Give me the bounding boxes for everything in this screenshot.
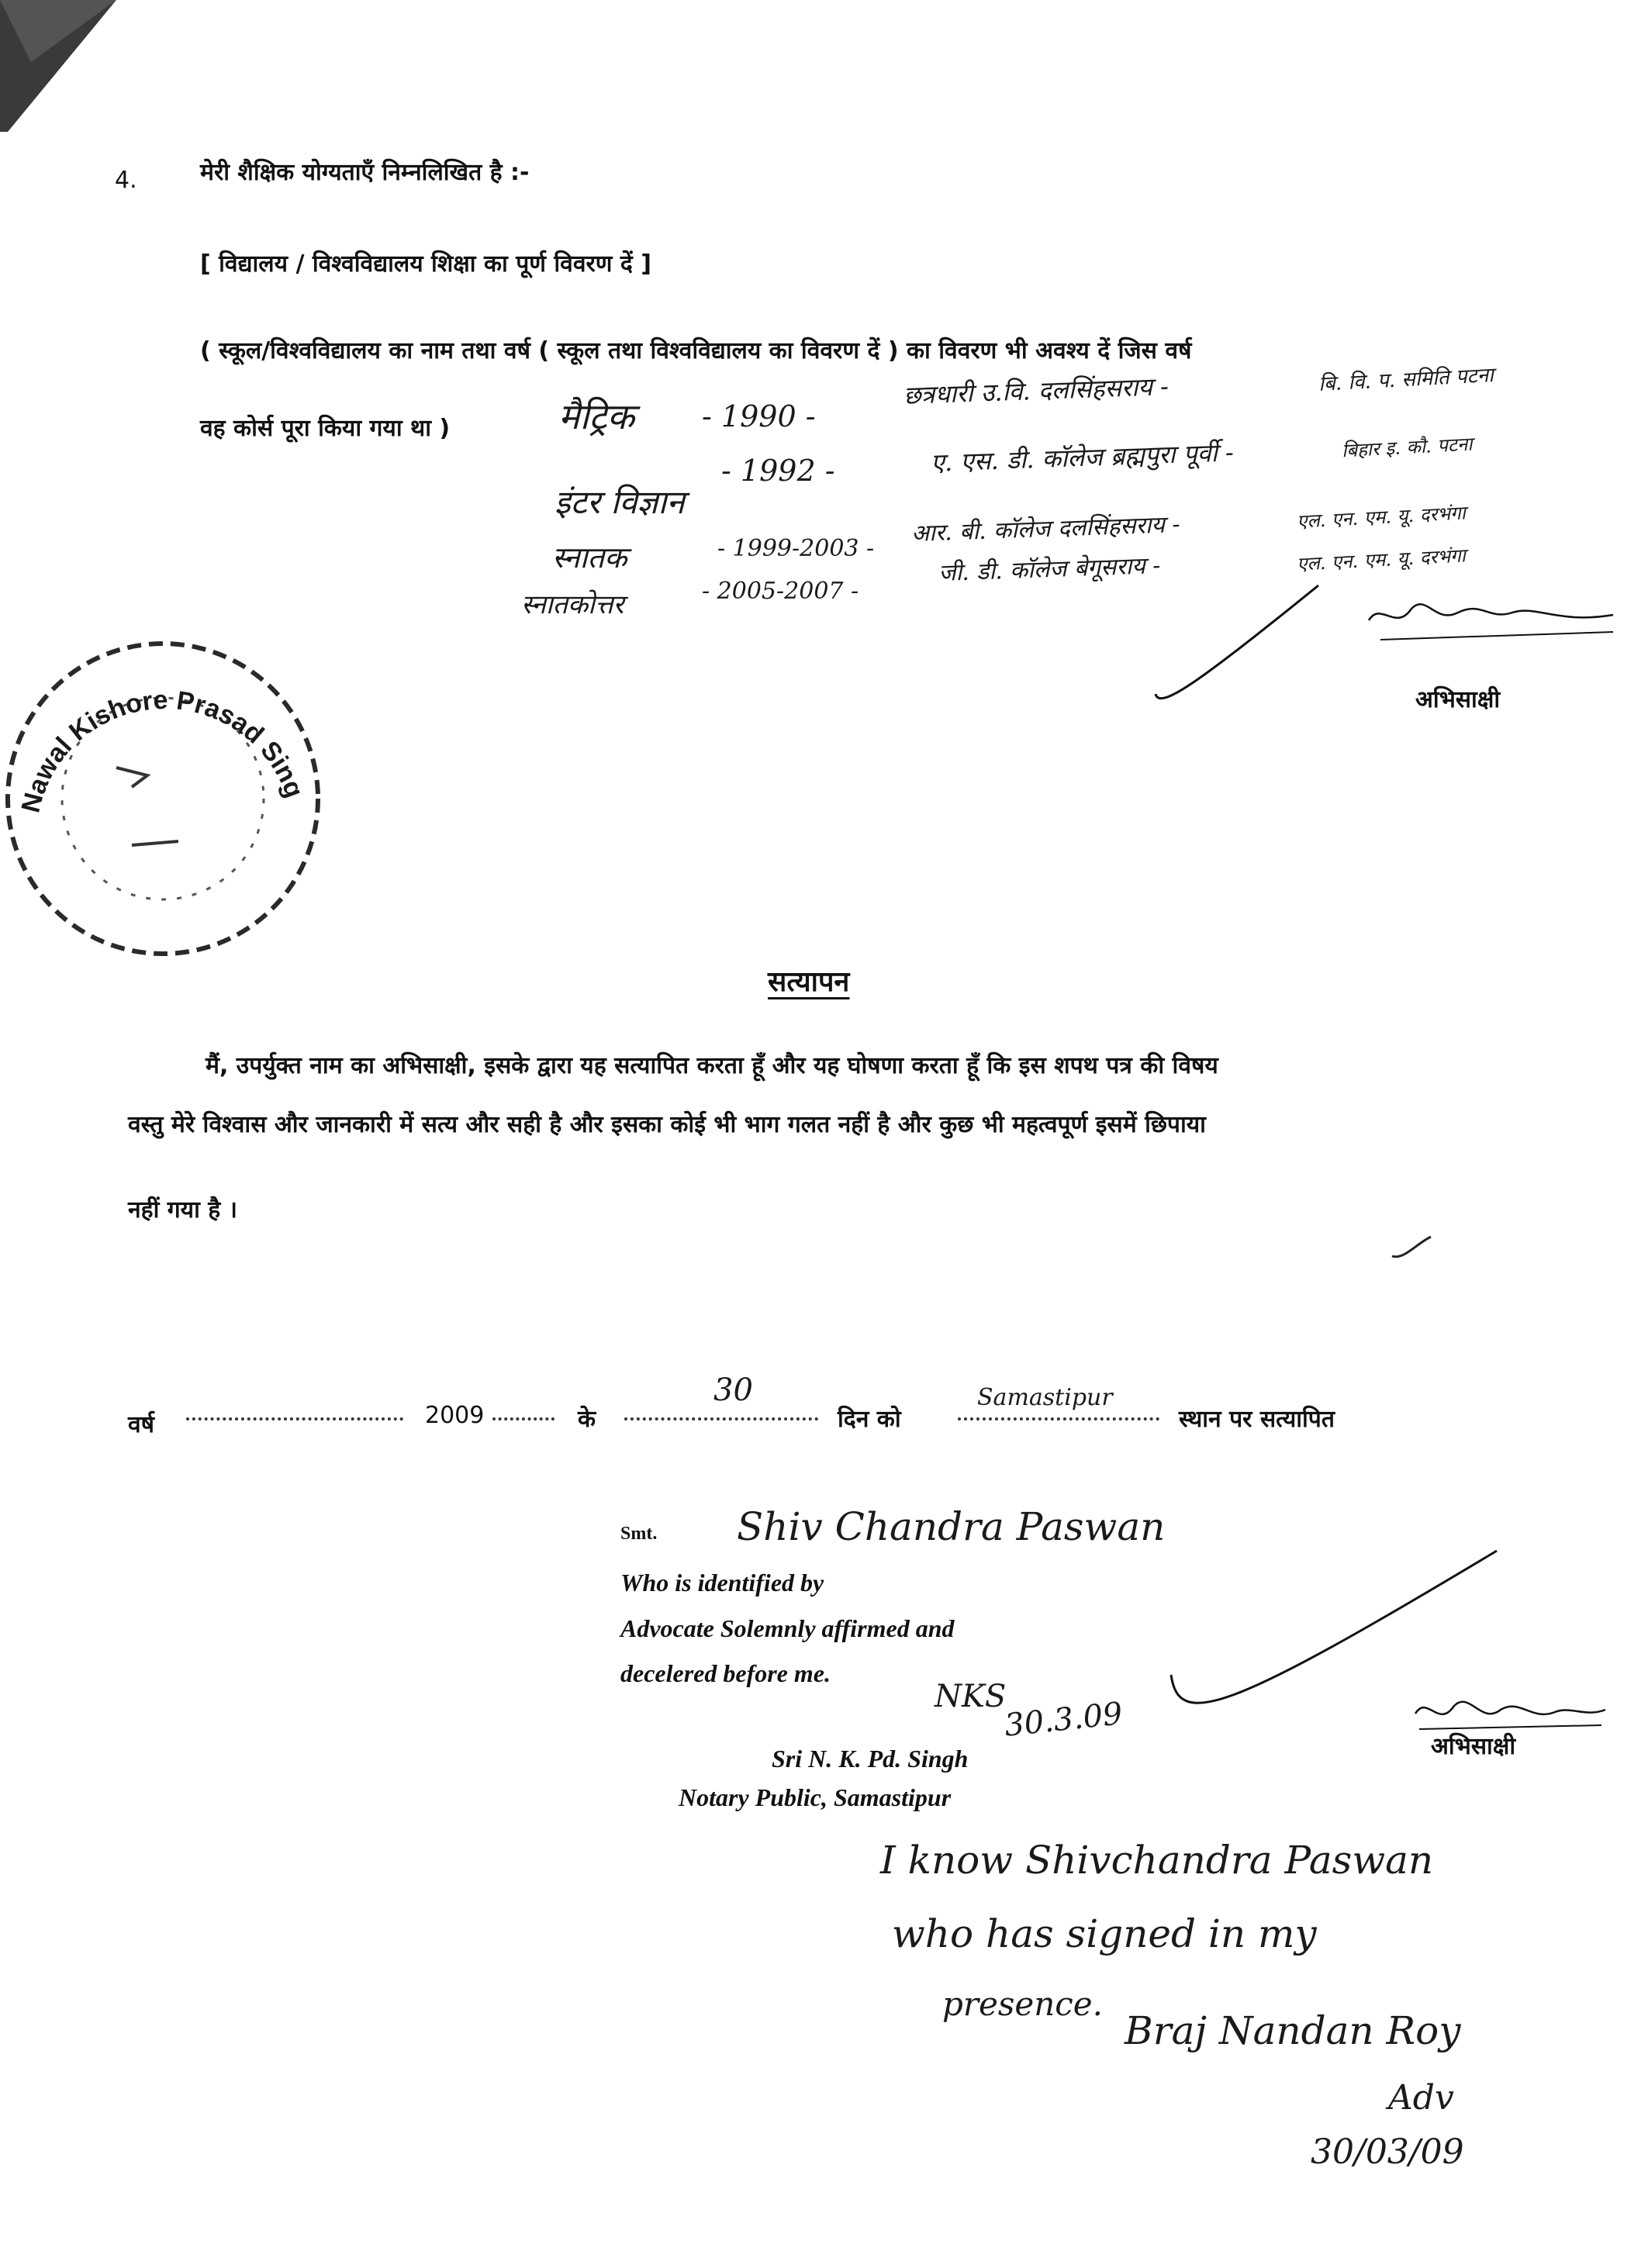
date-place-dots	[958, 1417, 1159, 1421]
verification-title: सत्यापन	[768, 966, 850, 998]
advocate-signature: Braj Nandan Roy	[1125, 2008, 1461, 2053]
notary-line-4: Sri N. K. Pd. Singh	[772, 1745, 969, 1773]
date-day-dots	[624, 1417, 818, 1421]
deponent-signature-top	[1148, 578, 1629, 702]
deponent-label-bottom: अभिसाक्षी	[1431, 1733, 1516, 1760]
education-board: एल. एन. एम. यू. दरभंगा	[1296, 502, 1467, 533]
notary-initials: NKS	[935, 1679, 1007, 1714]
education-year: - 1992 -	[721, 454, 835, 488]
scan-corner-mark	[0, 0, 124, 140]
advocate-designation: Adv	[1388, 2078, 1454, 2118]
date-day-label: दिन को	[838, 1406, 901, 1433]
education-board: एल. एन. एम. यू. दरभंगा	[1296, 544, 1467, 575]
section-number: 4.	[115, 167, 137, 194]
education-institution: आर. बी. कॉलेज दलसिंहसराय -	[910, 510, 1181, 548]
education-institution: छत्रधारी उ.वि. दलसिंहसराय -	[903, 371, 1169, 410]
advocate-note-line-3: presence.	[942, 1985, 1104, 2023]
education-institution: ए. एस. डी. कॉलेज ब्रह्मपुरा पूर्वी -	[930, 437, 1235, 478]
education-course: इंटर विज्ञान	[555, 483, 685, 521]
date-day-value: 30	[713, 1372, 753, 1408]
notary-deponent-name: Shiv Chandra Paswan	[737, 1504, 1166, 1549]
deponent-label-top: अभिसाक्षी	[1415, 686, 1501, 713]
instruction-detail-cont: वह कोर्स पूरा किया गया था )	[200, 415, 451, 442]
tick-mark	[1388, 1233, 1435, 1264]
verification-line-1: मैं, उपर्युक्त नाम का अभिसाक्षी, इसके द्वारा यह सत्यापित करता हूँ और यह घोषणा करता हूँ कि इस शपथ पत्र की विषय	[206, 1052, 1218, 1079]
date-year-label: वर्ष	[128, 1411, 155, 1438]
instruction-bracket: [ विद्यालय / विश्वविद्यालय शिक्षा का पूर्ण विवरण दें ]	[200, 250, 651, 278]
notary-line-2: Advocate Solemnly affirmed and	[620, 1614, 955, 1642]
date-place-label: स्थान पर सत्यापित	[1179, 1406, 1335, 1433]
education-course: स्नातकोत्तर	[521, 589, 624, 620]
notary-line-3: decelered before me.	[620, 1659, 831, 1687]
date-year-value: 2009	[425, 1402, 485, 1429]
verification-line-2: वस्तु मेरे विश्वास और जानकारी में सत्य और सही है और इसका कोई भी भाग गलत नहीं है और कुछ भी महत्वपूर्ण इसमें छिपाया	[128, 1111, 1206, 1138]
section-heading: मेरी शैक्षिक योग्यताएँ निम्नलिखित है :-	[200, 159, 530, 186]
notary-seal-stamp	[0, 613, 349, 985]
notary-date: 30.3.09	[1003, 1696, 1125, 1744]
education-course: स्नातक	[552, 540, 627, 575]
date-year-dots	[186, 1417, 403, 1421]
advocate-note-line-2: who has signed in my	[892, 1911, 1317, 1956]
education-year: - 2005-2007 -	[702, 578, 859, 605]
education-board: बिहार इ. कौ. पटना	[1341, 433, 1474, 462]
instruction-detail: ( स्कूल/विश्वविद्यालय का नाम तथा वर्ष ( स्कूल तथा विश्वविद्यालय का विवरण दें ) का विवरण भी अवश्य दें जिस वर्ष	[200, 337, 1192, 364]
education-year: - 1999-2003 -	[717, 535, 875, 562]
date-place-value: Samastipur	[977, 1384, 1113, 1411]
education-institution: जी. डी. कॉलेज बेगूसराय -	[938, 552, 1161, 587]
advocate-note-line-1: I know Shivchandra Paswan	[880, 1838, 1434, 1883]
education-year: - 1990 -	[702, 399, 816, 433]
education-board: बि. वि. प. समिति पटना	[1318, 364, 1494, 396]
stamp-text: Nawal Kishore Prasad Sing	[16, 685, 309, 816]
advocate-date: 30/03/09	[1311, 2132, 1464, 2172]
date-year-dots-2	[492, 1417, 555, 1421]
education-course: मैट्रिक	[558, 395, 634, 437]
date-ke-label: के	[578, 1406, 596, 1433]
notary-name-prefix: Smt.	[620, 1524, 658, 1544]
notary-line-5: Notary Public, Samastipur	[679, 1783, 952, 1811]
verification-line-3: नहीं गया है ।	[128, 1196, 238, 1224]
notary-line-1: Who is identified by	[620, 1569, 824, 1597]
